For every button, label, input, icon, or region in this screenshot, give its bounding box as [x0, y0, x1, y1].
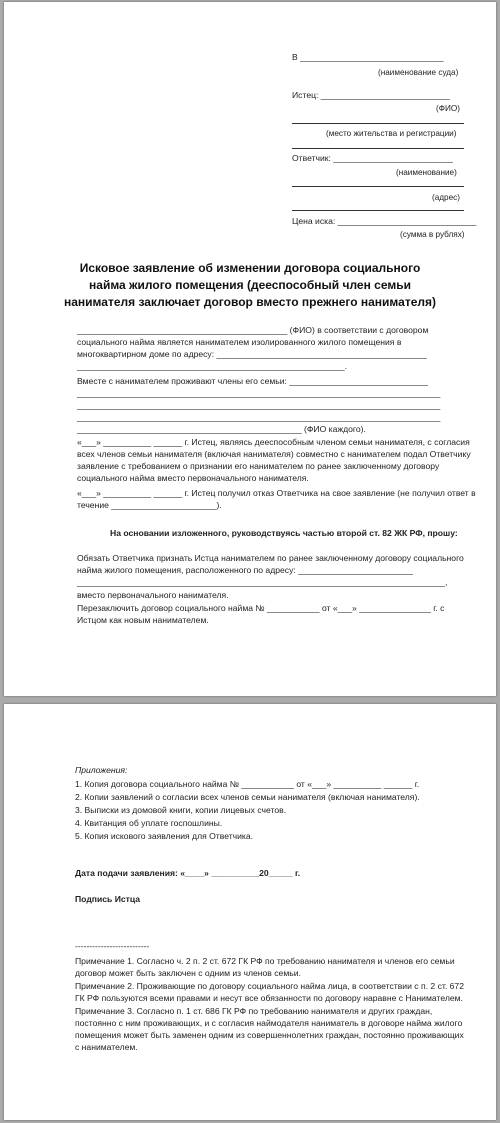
- defendant-field: Ответчик: _________________________: [292, 153, 453, 163]
- attachment-item: 3. Выписки из домовой книги, копии лицевых счетов.: [75, 805, 287, 815]
- document-page-1: [4, 2, 496, 696]
- request-line: Обязать Ответчика признать Истца нанимателем по ранее заключенному договору социального: [77, 553, 464, 563]
- body-line: _______________________________________________ (ФИО каждого).: [77, 424, 366, 434]
- address-note: (адрес): [432, 193, 460, 202]
- court-note: (наименование суда): [378, 68, 459, 77]
- address-rule: [292, 186, 464, 187]
- body-line: течение ______________________).: [77, 500, 222, 510]
- body-line: «___» __________ ______ г. Истец получил отказ Ответчика на свое заявление (не получил ответ в: [77, 488, 476, 498]
- body-line: ________________________________________________________.: [77, 361, 348, 371]
- note-line: Примечание 1. Согласно ч. 2 п. 2 ст. 672 ГК РФ по требованию нанимателя и членов его семьи: [75, 956, 455, 966]
- body-line: ____________________________________________________________________________: [77, 388, 441, 398]
- attachment-item: 2. Копии заявлений о согласии всех членов семьи нанимателя (включая нанимателя).: [75, 792, 420, 802]
- attachment-item: 1. Копия договора социального найма № ___________ от «___» __________ ______ г.: [75, 779, 420, 789]
- document-title: Исковое заявление об изменении договора социального найма жилого помещения (дееспособный член семьи нанимателя заключает договор вместо прежнего нанимателя): [64, 261, 436, 309]
- note-line: договор может быть заключен с одним из членов семьи.: [75, 968, 301, 978]
- body-line: социального найма вместо первоначального нанимателя.: [77, 473, 309, 483]
- body-line: «___» __________ ______ г. Истец, являясь дееспособным членом семьи нанимателя, с согласия: [77, 437, 470, 447]
- residence-note: (место жительства и регистрации): [326, 129, 457, 138]
- body-line: социального найма является нанимателем изолированного жилого помещения в: [77, 337, 402, 347]
- plaintiff-field: Истец: ___________________________: [292, 90, 450, 100]
- attachment-item: 5. Копия искового заявления для Ответчика.: [75, 831, 254, 841]
- address-rule-2: [292, 210, 464, 211]
- body-line: многоквартирном доме по адресу: ____________________________________________: [77, 349, 427, 359]
- document-page-2: [4, 704, 496, 1120]
- request-line: Перезаключить договор социального найма № ___________ от «___» _______________ г. с: [77, 603, 445, 613]
- request-line: _____________________________________________________________________________,: [77, 577, 448, 587]
- sum-note: (сумма в рублях): [400, 230, 465, 239]
- body-line: Вместе с нанимателем проживают члены его семьи: _____________________________: [77, 376, 428, 386]
- body-line: ____________________________________________ (ФИО) в соответствии с договором: [77, 325, 429, 335]
- name-note: (наименование): [396, 168, 457, 177]
- plaintiff-signature: Подпись Истца: [75, 894, 141, 904]
- body-line: ____________________________________________________________________________: [77, 412, 441, 422]
- body-line: всех членов семьи нанимателя (включая нанимателя) совместно с нанимателем подал Ответчику: [77, 449, 471, 459]
- submission-date: Дата подачи заявления: «____» __________20_____ г.: [75, 868, 301, 878]
- request-line: найма жилого помещения, расположенного по адресу: ________________________: [77, 565, 413, 575]
- note-line: с нанимателем.: [75, 1042, 138, 1052]
- request-line: Истцом как новым нанимателем.: [77, 615, 209, 625]
- body-line: заявление с требованием о признании его нанимателем по ранее заключенному договору: [77, 461, 440, 471]
- note-line: ГК РФ пользуются всеми правами и несут все обязанности по договору наравне с Нанимателем.: [75, 993, 463, 1003]
- note-line: помещения может быть заменен одним из совершеннолетних граждан, постоянно проживающих: [75, 1030, 464, 1040]
- note-line: Примечание 3. Согласно п. 1 ст. 686 ГК РФ по требованию нанимателя и других граждан,: [75, 1006, 433, 1016]
- attachment-item: 4. Квитанция об уплате госпошлины.: [75, 818, 223, 828]
- price-field: Цена иска: _____________________________: [292, 216, 477, 226]
- body-line: ____________________________________________________________________________: [77, 400, 441, 410]
- notes-separator: --------------------------: [75, 941, 150, 951]
- fio-note: (ФИО): [436, 104, 460, 113]
- note-line: постоянно с ним проживающих, и с согласия наймодателя наниматель в договоре найма жилого: [75, 1018, 463, 1028]
- attachments-title: Приложения:: [75, 765, 128, 775]
- residence-rule: [292, 123, 464, 124]
- basis-heading: На основании изложенного, руководствуясь частью второй ст. 82 ЖК РФ, прошу:: [110, 528, 458, 538]
- note-line: Примечание 2. Проживающие по договору социального найма лица, в соответствии с п. 2 ст. 672: [75, 981, 464, 991]
- residence-rule-2: [292, 148, 464, 149]
- court-field: В ______________________________: [292, 52, 444, 62]
- request-line: вместо первоначального нанимателя.: [77, 590, 229, 600]
